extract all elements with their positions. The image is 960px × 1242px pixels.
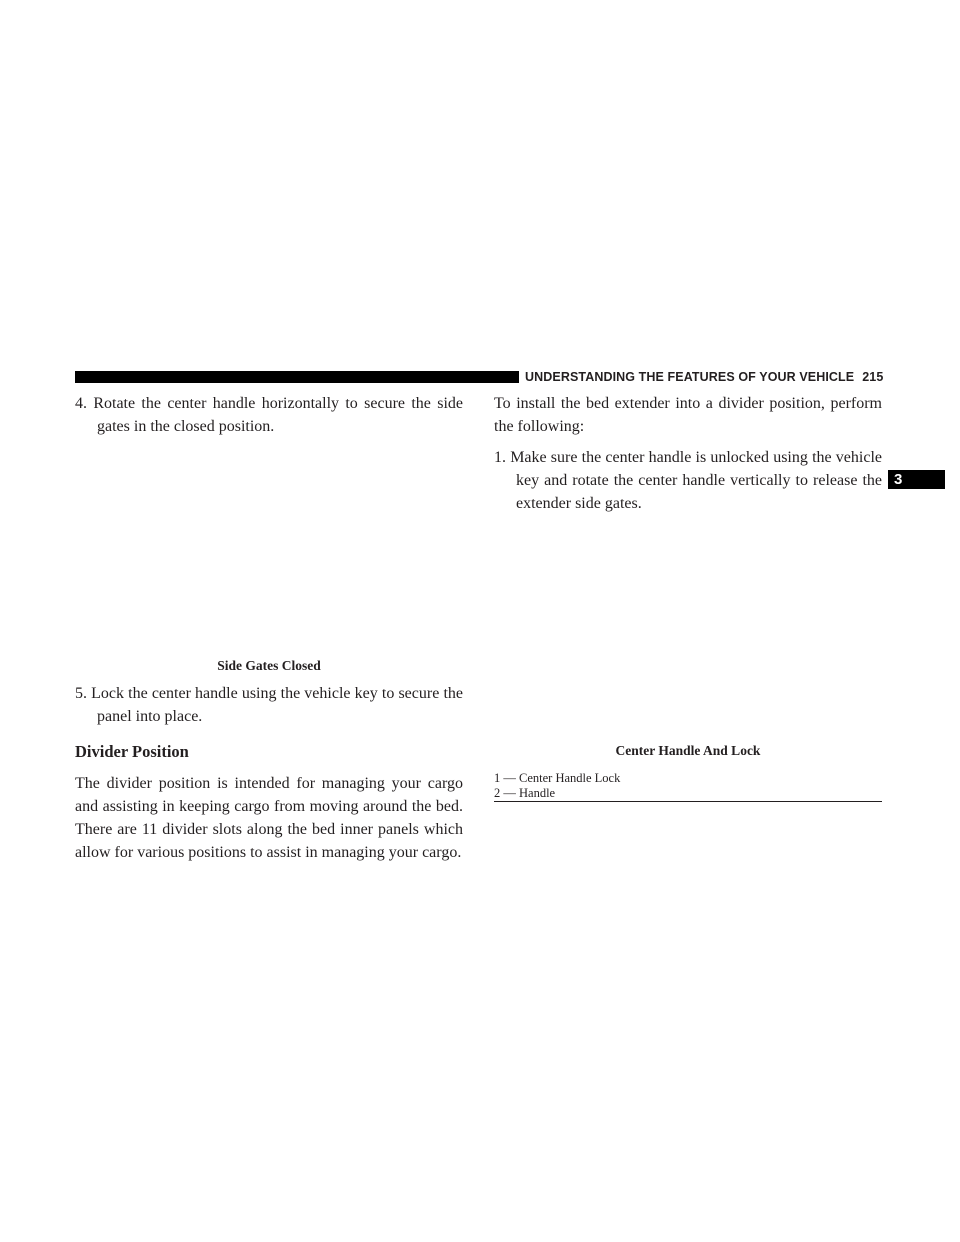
legend-item-1: 1 — Center Handle Lock <box>494 771 621 785</box>
legend-rule <box>494 801 882 802</box>
figure-caption-center-handle: Center Handle And Lock <box>615 743 761 758</box>
divider-position-body: The divider position is intended for managing your cargo and assisting in keeping cargo from moving around the bed. There are 11 divider slots along the bed inner panels which allow for various positions to assist in managing your cargo. <box>75 775 463 861</box>
header-rule-left <box>75 371 510 383</box>
chapter-tab[interactable] <box>888 470 945 489</box>
chapter-number: 3 <box>894 471 903 488</box>
legend-item-2: 2 — Handle <box>494 786 556 800</box>
step-4: 4. Rotate the center handle horizontally to secure the side gates in the closed position. <box>75 395 463 435</box>
page-number: 215 <box>862 370 884 384</box>
section-title: UNDERSTANDING THE FEATURES OF YOUR VEHICLE <box>525 370 855 384</box>
step-1: 1. Make sure the center handle is unlocked using the vehicle key and rotate the center handle vertically to release the extender side gates. <box>494 449 882 512</box>
section-heading-divider-position: Divider Position <box>75 742 189 761</box>
figure-caption-side-gates: Side Gates Closed <box>217 658 321 673</box>
step-5: 5. Lock the center handle using the vehicle key to secure the panel into place. <box>75 685 463 725</box>
figure-center-handle-and-lock <box>494 515 882 743</box>
left-column <box>75 392 463 864</box>
figure-side-gates-closed <box>75 438 463 658</box>
running-header <box>519 368 889 386</box>
right-column <box>494 392 882 802</box>
install-intro: To install the bed extender into a divider position, perform the following: <box>494 395 882 435</box>
